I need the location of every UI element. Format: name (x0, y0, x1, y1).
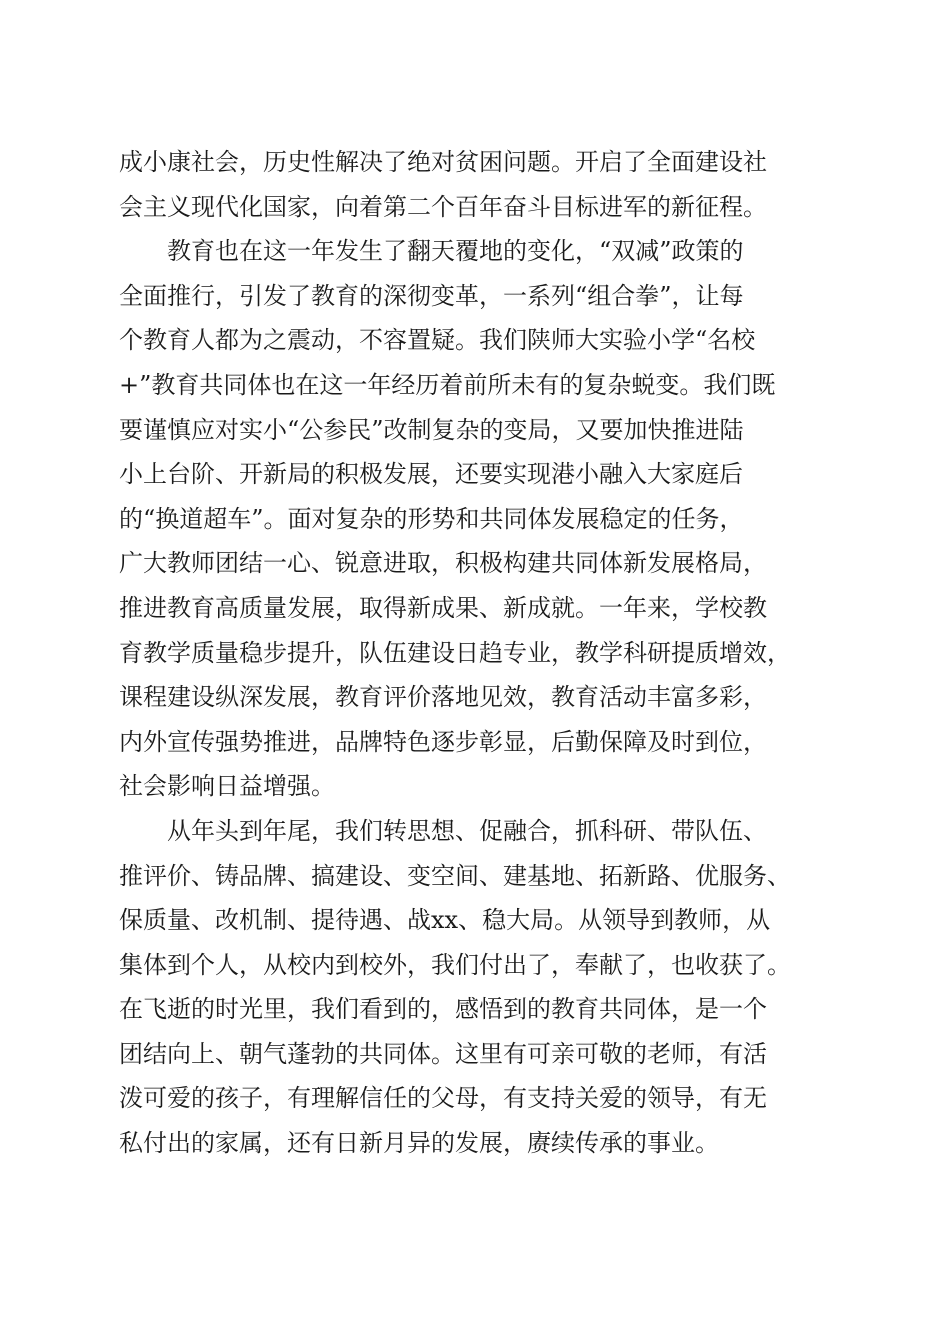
text-line: 小上台阶、开新局的积极发展，还要实现港小融入大家庭后 (119, 460, 743, 489)
text-line: 社会影响日益增强。 (119, 772, 335, 801)
text-line: 育教学质量稳步提升，队伍建设日趋专业，教学科研提质增效， (119, 638, 791, 667)
text-line: 集体到个人，从校内到校外，我们付出了，奉献了，也收获了。 (119, 950, 791, 979)
text-line: 广大教师团结一心、锐意进取，积极构建共同体新发展格局， (119, 549, 767, 578)
text-line: 的“换道超车”。面对复杂的形势和共同体发展稳定的任务， (119, 504, 744, 533)
text-line: 内外宣传强势推进，品牌特色逐步彰显，后勤保障及时到位， (119, 727, 767, 756)
text-line: 保质量、改机制、提待遇、战xx、稳大局。从领导到教师，从 (119, 906, 771, 935)
text-line: 教育也在这一年发生了翻天覆地的变化，“双减”政策的 (167, 237, 744, 266)
text-line: 团结向上、朝气蓬勃的共同体。这里有可亲可敬的老师，有活 (119, 1039, 767, 1068)
text-line: 泼可爱的孩子，有理解信任的父母，有支持关爱的领导，有无 (119, 1084, 767, 1113)
text-line: 要谨慎应对实小“公参民”改制复杂的变局，又要加快推进陆 (119, 415, 744, 444)
text-line: 推评价、铸品牌、搞建设、变空间、建基地、拓新路、优服务、 (119, 861, 791, 890)
text-line: 全面推行，引发了教育的深彻变革，一系列“组合拳”，让每 (119, 281, 744, 310)
text-line: 成小康社会，历史性解决了绝对贫困问题。开启了全面建设社 (119, 148, 767, 176)
text-line: 会主义现代化国家，向着第二个百年奋斗目标进军的新征程。 (119, 192, 767, 221)
text-line: 推进教育高质量发展，取得新成果、新成就。一年来，学校教 (119, 593, 767, 622)
body-text (119, 140, 839, 1166)
text-line: 个教育人都为之震动，不容置疑。我们陕师大实验小学“名校 (119, 326, 756, 355)
text-line: 在飞逝的时光里，我们看到的，感悟到的教育共同体，是一个 (119, 995, 767, 1024)
text-line: 私付出的家属，还有日新月异的发展，赓续传承的事业。 (119, 1129, 719, 1158)
text-line: 从年头到年尾，我们转思想、促融合，抓科研、带队伍、 (167, 816, 767, 845)
text-line: +”教育共同体也在这一年经历着前所未有的复杂蜕变。我们既 (119, 370, 776, 399)
text-line: 课程建设纵深发展，教育评价落地见效，教育活动丰富多彩， (119, 683, 767, 712)
